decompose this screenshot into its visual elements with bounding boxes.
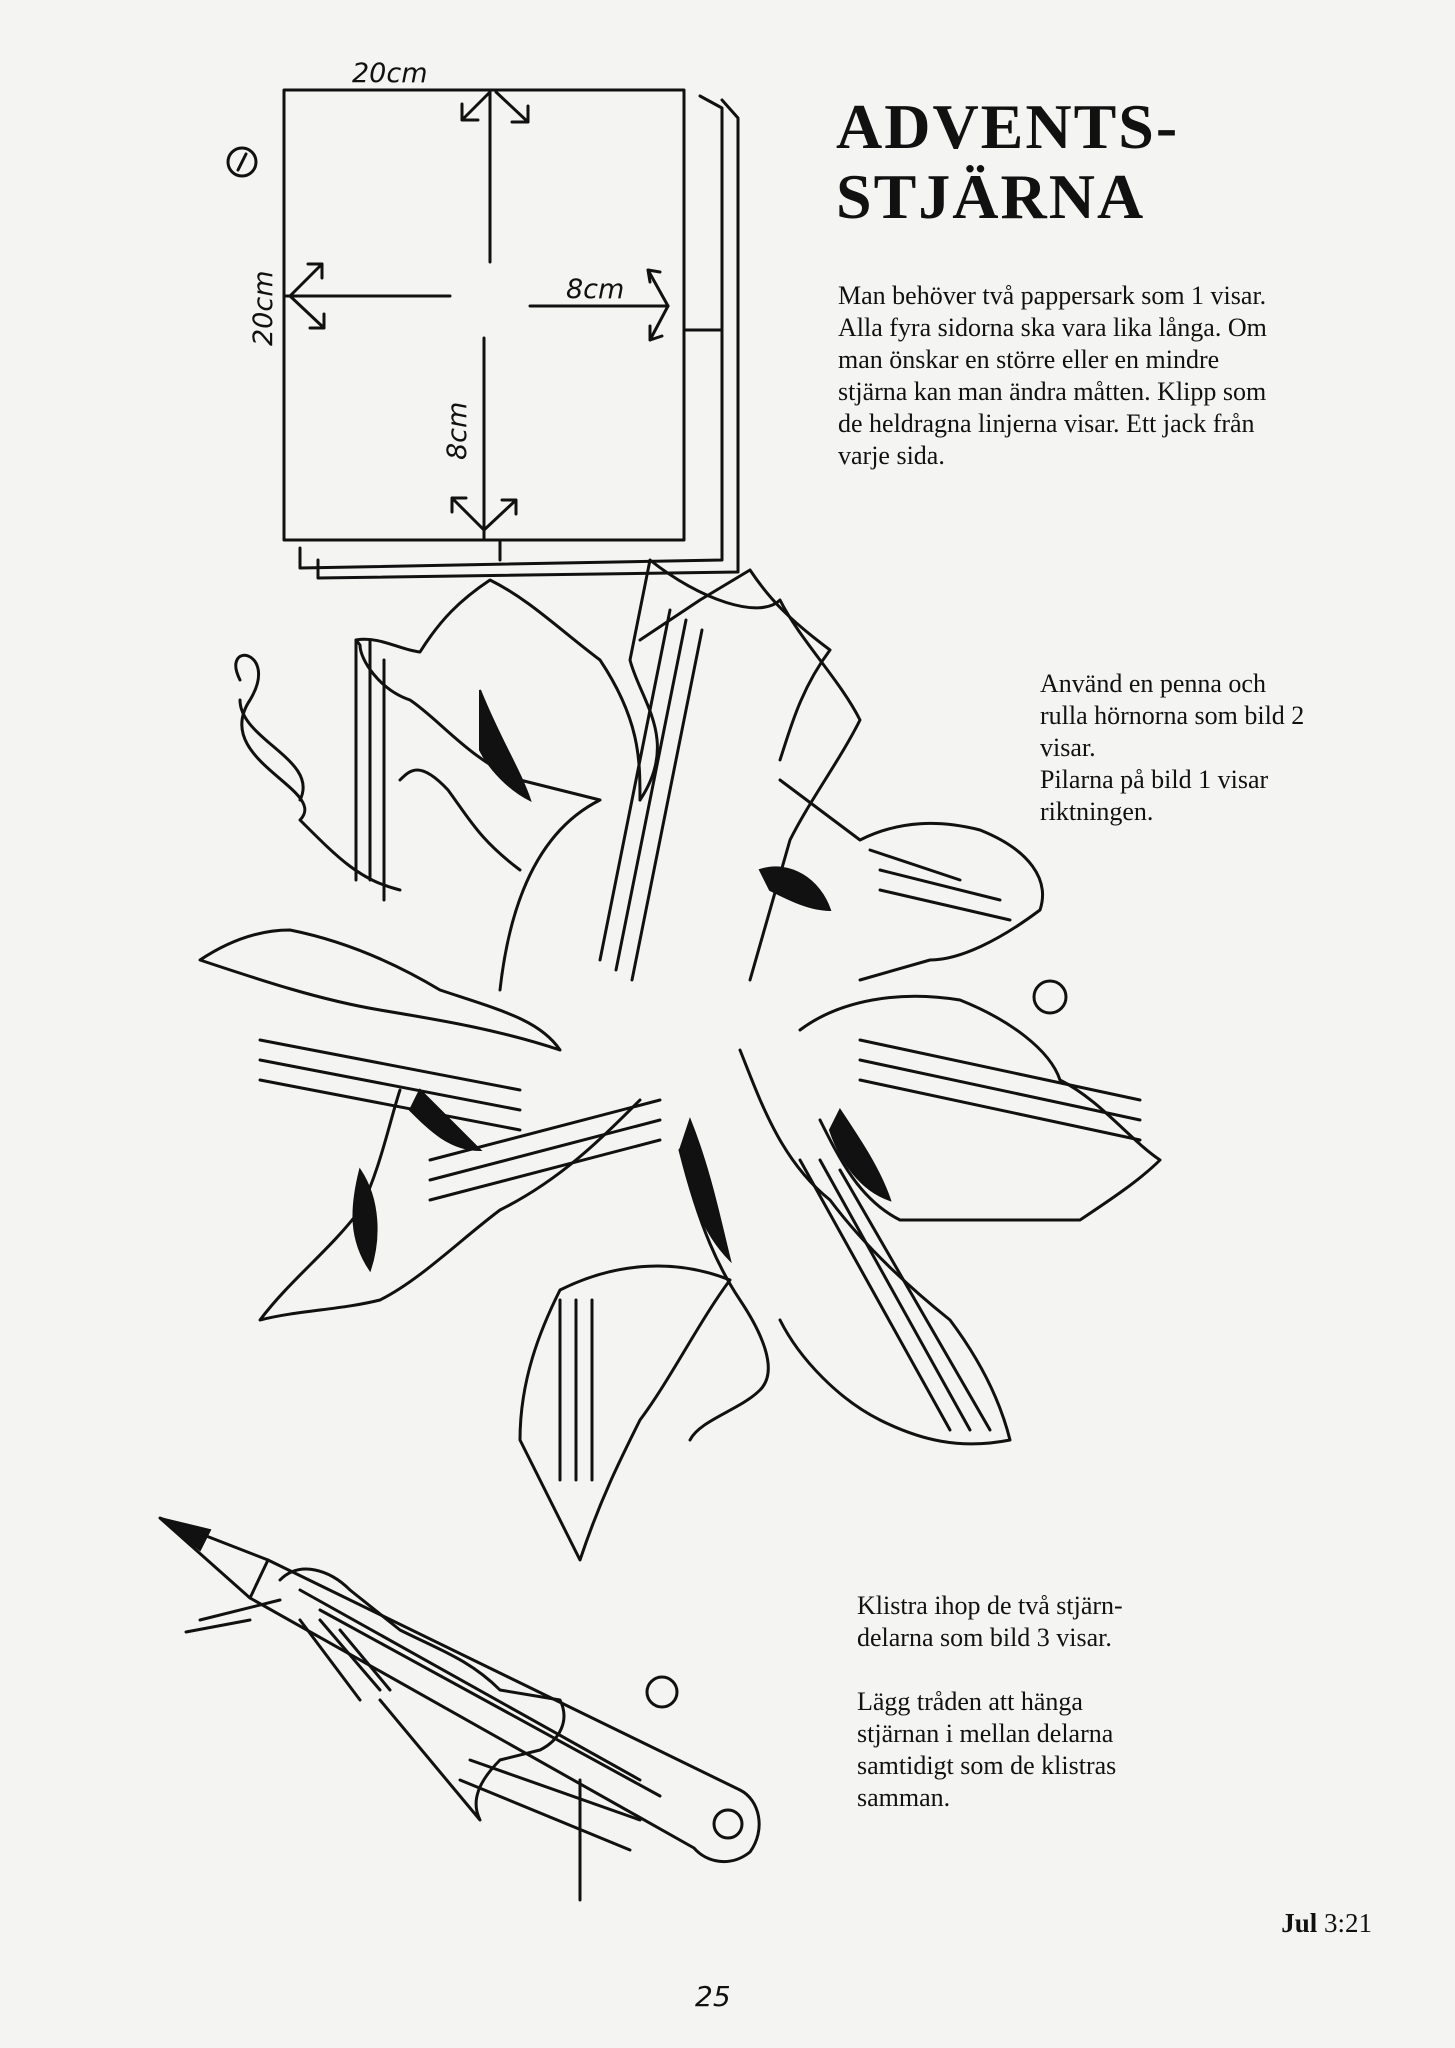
title-line-1: ADVENTS- [836, 91, 1180, 162]
height-label: 20cm [248, 270, 279, 346]
page-number: 25 [695, 1980, 731, 2013]
issue-footer [1281, 1908, 1372, 1939]
intro-paragraph: Man behöver två pappersark som 1 visar. Alla fyra sidorna ska vara lika långa. Om man önskar en större eller en mindre stjärna kan man ändra måtten. Klipp som de heldragna linjerna visar. Ett jack från varje sida. [838, 281, 1267, 470]
glue-paragraph: Klistra ihop de två stjärn- delarna som bild 3 visar. [857, 1591, 1123, 1652]
figure-1-paper-diagram [228, 58, 738, 578]
width-label: 20cm [352, 58, 428, 89]
figure-2-pencil-illustration [160, 1518, 759, 1900]
figure-3-star-illustration [200, 560, 1160, 1560]
issue-number: 3:21 [1323, 1908, 1372, 1938]
article-title [836, 92, 1396, 232]
hang-paragraph: Lägg tråden att hänga stjärnan i mellan delarna samtidigt som de klistras samman. [857, 1687, 1117, 1812]
cut-vertical-label: 8cm [442, 401, 473, 460]
cut-horizontal-label: 8cm [566, 274, 625, 305]
publication-name: Jul [1281, 1908, 1318, 1938]
roll-paragraph: Använd en penna och rulla hörnorna som bild 2 visar. Pilarna på bild 1 visar riktningen. [1040, 669, 1305, 826]
title-line-2: STJÄRNA [836, 161, 1146, 232]
